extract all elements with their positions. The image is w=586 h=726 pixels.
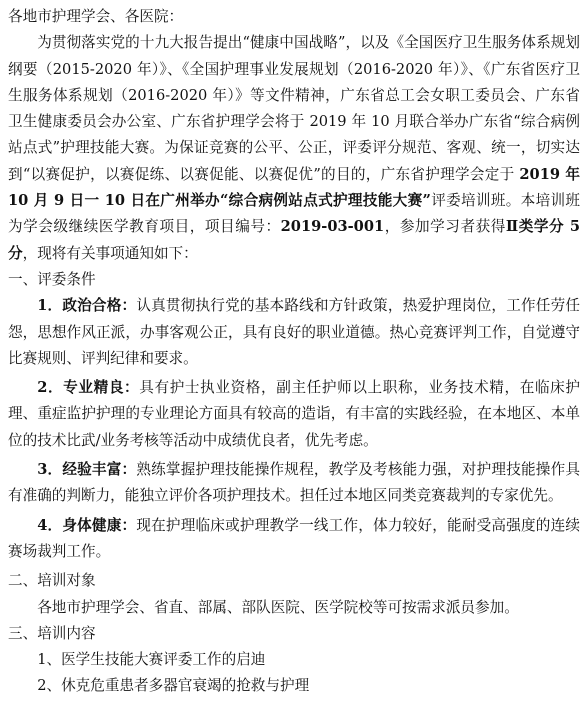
criteria-item-label: 1．政治合格：	[37, 297, 137, 315]
criteria-item-text: 具有护士执业资格，副主任护师以上职称，业务技术精，在临床护理、重症监护护理的专业理论方面具有较高的造诣，有丰富的实践经验，在本地区、本单位的技术比武/业务考核等活动中成绩优良者，优先考虑。	[8, 379, 580, 449]
criteria-item-text: 现在护理临床或护理教学一线工作，体力较好，能耐受高强度的连续赛场裁判工作。	[8, 516, 580, 560]
content-list-item: 2、休克危重患者多器官衰竭的抢救与护理	[37, 677, 310, 695]
section-heading-criteria: 一、评委条件	[8, 270, 96, 288]
criteria-item-label: 4．身体健康：	[37, 516, 137, 534]
criteria-item-label: 3．经验丰富：	[37, 461, 137, 479]
criteria-item-text: 熟练掌握护理技能操作规程，教学及考核能力强，对护理技能操作具有准确的判断力，能独立评价各项护理技术。担任过本地区同类竞赛裁判的专家优先。	[8, 461, 580, 505]
intro-text: 为贯彻落实党的十九大报告提出“健康中国战略”，以及《全国医疗卫生服务体系规划纲要（2015-2020 年）》、《全国护理事业发展规划（2016-2020 年）》、《广东省医疗卫生服务体系规划（2016-2020 年）》等文件精神，广东省总工会女职工委员会、广东省卫生健康委员会办公室、广东省护理学会将于 2019 年 10 月联合举办广东省“综合病例站点式”护理技能大赛。为保证竞赛的公平、公正，评委评分规范、客观、统一，切实达到“以赛促护，以赛促练、以赛促能、以赛促优”的目的，广东省护理学会定于	[8, 34, 580, 183]
section-heading-content: 三、培训内容	[8, 624, 96, 642]
intro-credit: Ⅱ类学分 5 分	[8, 218, 580, 262]
salutation: 各地市护理学会、各医院：	[8, 8, 184, 25]
criteria-item	[8, 293, 580, 372]
criteria-item	[8, 513, 580, 566]
intro-bold-date: 2019 年 10 月 9 日一 10 日在广州举办“综合病例站点式护理技能大赛”	[8, 165, 580, 210]
intro-end: ，现将有关事项通知如下：	[22, 244, 198, 262]
intro-credit-pre: ，参加学习者获得	[384, 218, 506, 236]
criteria-item	[8, 457, 580, 510]
intro-paragraph	[8, 30, 580, 267]
intro-tail: 评委培训班。本培训班为学会级继续医学教育项目，项目编号：	[8, 192, 580, 236]
criteria-item-text: 认真贯彻执行党的基本路线和方针政策，热爱护理岗位，工作任劳任怨，思想作风正派，办事客观公正，具有良好的职业道德。热心竞赛评判工作，自觉遵守比赛规则、评判纪律和要求。	[8, 297, 580, 367]
criteria-item	[8, 375, 580, 454]
criteria-item-label: 2．专业精良：	[37, 379, 140, 397]
section-heading-audience: 二、培训对象	[8, 572, 96, 590]
intro-project-code: 2019-03-001	[280, 218, 385, 236]
content-list-item: 1、医学生技能大赛评委工作的启迪	[37, 651, 266, 669]
audience-text: 各地市护理学会、省直、部属、部队医院、医学院校等可按需求派员参加。	[37, 598, 519, 616]
